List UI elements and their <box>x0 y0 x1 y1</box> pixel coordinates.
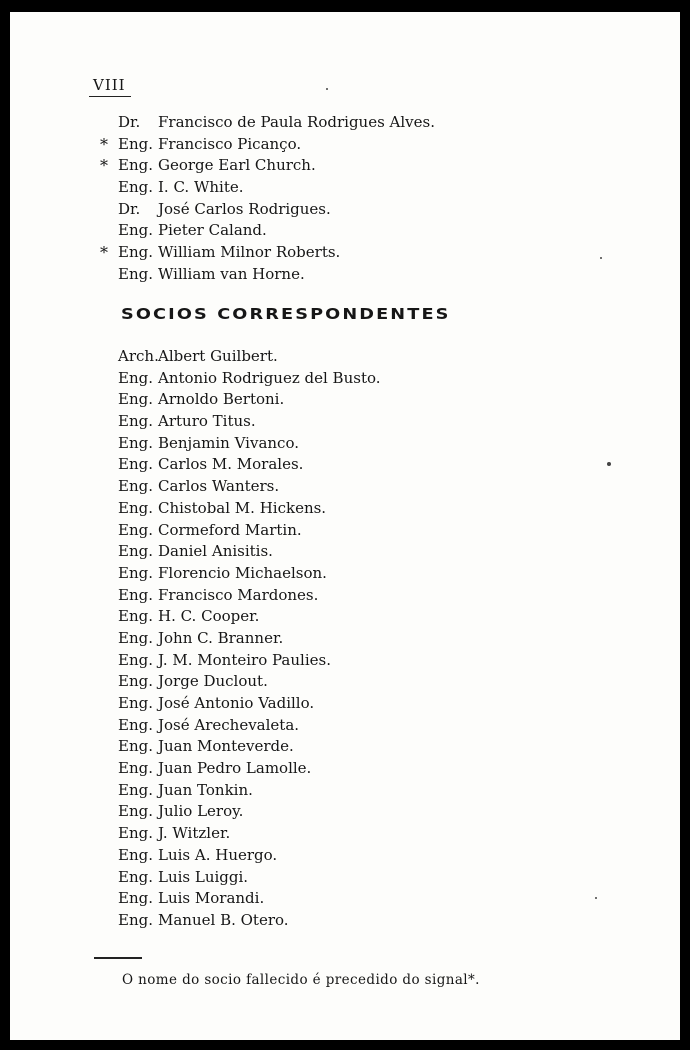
member-name: J. Witzler. <box>158 824 231 843</box>
list-item <box>10 671 680 693</box>
member-name: Francisco de Paula Rodrigues Alves. <box>158 113 436 131</box>
member-name: Chistobal M. Hickens. <box>158 498 327 517</box>
member-title: Eng. <box>118 156 153 175</box>
member-name: William van Horne. <box>158 264 305 283</box>
member-title: Eng. <box>118 520 153 539</box>
list-item <box>10 650 680 672</box>
member-title: Eng. <box>118 221 153 240</box>
member-name: Juan Tonkin. <box>158 780 253 799</box>
member-title: Eng. <box>118 542 153 561</box>
member-title: Eng. <box>118 650 153 669</box>
member-title: Eng. <box>118 498 153 517</box>
member-title: Dr. <box>118 199 141 218</box>
list-item <box>10 628 680 650</box>
list-item <box>10 888 680 910</box>
member-name: José Carlos Rodrigues. <box>158 199 331 218</box>
member-name: Albert Guilbert. <box>158 347 278 365</box>
list-item <box>10 242 680 264</box>
member-name: William Milnor Roberts. <box>158 243 341 262</box>
corresponding-members-list <box>10 346 680 932</box>
member-title: Eng. <box>118 910 153 929</box>
member-name: Cormeford Martin. <box>158 520 302 539</box>
member-name: Luis Morandi. <box>158 889 265 908</box>
paper-speck <box>595 897 597 899</box>
list-item <box>10 801 680 823</box>
member-title: Eng. <box>118 563 153 582</box>
member-name: Carlos Wanters. <box>158 477 280 496</box>
member-title: Eng. <box>118 264 153 283</box>
member-title: Eng. <box>118 824 153 843</box>
page-number: VIII <box>93 76 126 94</box>
member-name: Antonio Rodriguez del Busto. <box>158 368 381 387</box>
list-item <box>10 264 680 286</box>
page-number-rule <box>89 96 131 97</box>
member-name: Juan Pedro Lamolle. <box>158 759 312 778</box>
member-name: Arturo Titus. <box>158 412 256 431</box>
list-item <box>10 389 680 411</box>
list-item <box>10 693 680 715</box>
paper-speck <box>600 257 602 259</box>
member-name: José Antonio Vadillo. <box>158 694 315 712</box>
list-item <box>10 411 680 433</box>
document-page <box>10 12 680 1040</box>
member-name: John C. Branner. <box>158 628 284 647</box>
member-name: Daniel Anisitis. <box>158 542 273 561</box>
list-item <box>10 520 680 542</box>
member-title: Eng. <box>118 845 153 864</box>
list-item <box>10 910 680 932</box>
member-title: Arch. <box>118 347 159 365</box>
member-title: Eng. <box>118 585 153 604</box>
member-title: Eng. <box>118 412 153 431</box>
list-item <box>10 845 680 867</box>
list-item <box>10 823 680 845</box>
list-item <box>10 758 680 780</box>
paper-speck <box>326 88 328 90</box>
member-title: Eng. <box>118 780 153 799</box>
list-item <box>10 498 680 520</box>
deceased-marker: * <box>100 156 108 176</box>
honorary-members-list <box>10 112 680 286</box>
member-name: Florencio Michaelson. <box>158 563 327 582</box>
member-name: Luis A. Huergo. <box>158 845 278 864</box>
member-name: Arnoldo Bertoni. <box>158 390 285 409</box>
list-item <box>10 780 680 802</box>
member-name: José Arechevaleta. <box>158 715 300 734</box>
list-item <box>10 454 680 476</box>
footnote-rule <box>94 957 142 959</box>
list-item <box>10 433 680 455</box>
list-item <box>10 177 680 199</box>
member-name: Jorge Duclout. <box>158 672 268 691</box>
list-item <box>10 112 680 134</box>
list-item <box>10 585 680 607</box>
member-title: Eng. <box>118 607 153 626</box>
member-title: Eng. <box>118 455 153 474</box>
paper-speck <box>607 462 611 466</box>
member-title: Eng. <box>118 134 153 153</box>
member-title: Eng. <box>118 628 153 647</box>
member-name: Carlos M. Morales. <box>158 455 304 474</box>
member-name: Pieter Caland. <box>158 221 267 240</box>
section-heading: SOCIOS CORRESPONDENTES <box>121 305 451 323</box>
member-title: Eng. <box>118 737 153 756</box>
member-title: Eng. <box>118 390 153 409</box>
member-name: Manuel B. Otero. <box>158 910 289 929</box>
list-item <box>10 155 680 177</box>
member-name: I. C. White. <box>158 178 244 197</box>
list-item <box>10 867 680 889</box>
member-name: H. C. Cooper. <box>158 607 260 626</box>
list-item <box>10 606 680 628</box>
list-item <box>10 199 680 221</box>
member-name: Francisco Mardones. <box>158 585 319 604</box>
member-title: Eng. <box>118 889 153 908</box>
list-item <box>10 563 680 585</box>
member-name: Luis Luiggi. <box>158 867 249 886</box>
list-item <box>10 220 680 242</box>
list-item <box>10 541 680 563</box>
footnote: O nome do socio fallecido é precedido do signal*. <box>122 972 480 988</box>
list-item <box>10 346 680 368</box>
member-title: Dr. <box>118 113 141 131</box>
member-name: Juan Monteverde. <box>158 737 294 756</box>
member-title: Eng. <box>118 178 153 197</box>
member-name: Julio Leroy. <box>158 802 244 821</box>
list-item <box>10 736 680 758</box>
member-name: J. M. Monteiro Paulies. <box>158 650 331 669</box>
deceased-marker: * <box>100 243 108 263</box>
list-item <box>10 715 680 737</box>
member-title: Eng. <box>118 715 153 734</box>
deceased-marker: * <box>100 134 108 154</box>
member-title: Eng. <box>118 867 153 886</box>
member-title: Eng. <box>118 759 153 778</box>
member-title: Eng. <box>118 672 153 691</box>
member-title: Eng. <box>118 433 153 452</box>
list-item <box>10 368 680 390</box>
list-item <box>10 134 680 156</box>
list-item <box>10 476 680 498</box>
member-name: Benjamin Vivanco. <box>158 433 299 452</box>
member-title: Eng. <box>118 477 153 496</box>
member-title: Eng. <box>118 243 153 262</box>
member-title: Eng. <box>118 802 153 821</box>
member-title: Eng. <box>118 368 153 387</box>
member-title: Eng. <box>118 694 153 712</box>
member-name: George Earl Church. <box>158 156 316 175</box>
member-name: Francisco Picanço. <box>158 134 302 153</box>
